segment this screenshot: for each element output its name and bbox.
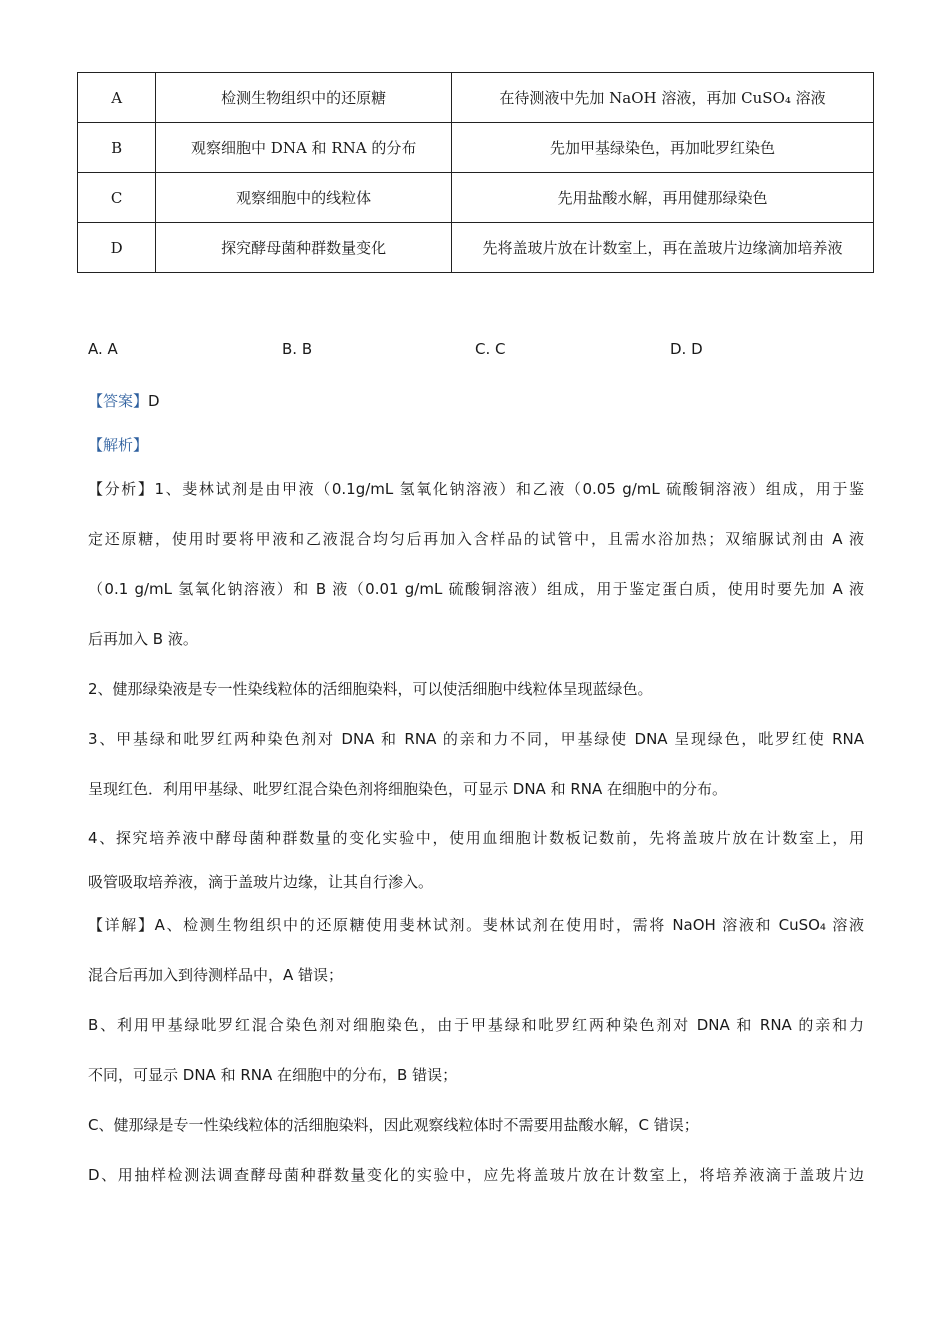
row-experiment: 观察细胞中 DNA 和 RNA 的分布 [156,123,452,173]
answer-line [88,390,160,411]
row-label: A [78,73,156,123]
answer-choices [0,340,950,362]
detail-line: 混合后再加入到待测样品中，A 错误； [88,966,344,984]
table-row [78,223,874,273]
row-label: C [78,173,156,223]
analysis-line: （0.1 g/mL 氢氧化钠溶液）和 B 液（0.01 g/mL 硫酸铜溶液）组成，用于鉴定蛋白质，使用时要先加 A 液 [88,580,864,598]
analysis-line: 4、探究培养液中酵母菌种群数量的变化实验中，使用血细胞计数板记数前，先将盖玻片放在计数室上，用 [88,829,864,847]
row-experiment: 检测生物组织中的还原糖 [156,73,452,123]
choice-d: D. D [670,340,703,358]
analysis-line: 3、甲基绿和吡罗红两种染色剂对 DNA 和 RNA 的亲和力不同，甲基绿使 DNA 呈现绿色，吡罗红使 RNA [88,730,864,748]
row-method: 先加甲基绿染色，再加吡罗红染色 [452,123,874,173]
analysis-tag: 【分析】 [88,480,155,498]
analysis-heading: 【解析】 [88,436,149,454]
row-experiment: 观察细胞中的线粒体 [156,173,452,223]
choice-c: C. C [475,340,506,358]
detail-line: C、健那绿是专一性染线粒体的活细胞染料，因此观察线粒体时不需要用盐酸水解，C 错误； [88,1116,699,1134]
detail-line: D、用抽样检测法调查酵母菌种群数量变化的实验中，应先将盖玻片放在计数室上，将培养液滴于盖玻片边 [88,1166,864,1184]
detail-line: 不同，可显示 DNA 和 RNA 在细胞中的分布，B 错误； [88,1066,458,1084]
detail-line: 【详解】A、检测生物组织中的还原糖使用斐林试剂。斐林试剂在使用时，需将 NaOH 溶液和 CuSO₄ 溶液 [88,916,864,934]
analysis-line: 定还原糖，使用时要将甲液和乙液混合均匀后再加入含样品的试管中，且需水浴加热；双缩脲试剂由 A 液 [88,530,864,548]
row-label: D [78,223,156,273]
detail-line: B、利用甲基绿吡罗红混合染色剂对细胞染色，由于甲基绿和吡罗红两种染色剂对 DNA 和 RNA 的亲和力 [88,1016,864,1034]
analysis-line: 2、健那绿染液是专一性染线粒体的活细胞染料，可以使活细胞中线粒体呈现蓝绿色。 [88,680,653,698]
answer-value: D [148,392,160,410]
table-row [78,173,874,223]
choice-b: B. B [282,340,313,358]
options-table [77,72,874,273]
row-method: 先用盐酸水解，再用健那绿染色 [452,173,874,223]
answer-tag: 【答案】 [88,392,149,410]
table-row [78,123,874,173]
detail-tag: 【详解】 [88,916,155,934]
row-method: 先将盖玻片放在计数室上，再在盖玻片边缘滴加培养液 [452,223,874,273]
choice-a: A. A [88,340,118,358]
row-method: 在待测液中先加 NaOH 溶液，再加 CuSO₄ 溶液 [452,73,874,123]
analysis-line: 后再加入 B 液。 [88,630,198,648]
analysis-line: 【分析】1、斐林试剂是由甲液（0.1g/mL 氢氧化钠溶液）和乙液（0.05 g/mL 硫酸铜溶液）组成，用于鉴 [88,480,864,498]
row-experiment: 探究酵母菌种群数量变化 [156,223,452,273]
table-row [78,73,874,123]
analysis-line: 吸管吸取培养液，滴于盖玻片边缘，让其自行渗入。 [88,873,434,891]
row-label: B [78,123,156,173]
analysis-line: 呈现红色．利用甲基绿、吡罗红混合染色剂将细胞染色，可显示 DNA 和 RNA 在细胞中的分布。 [88,780,728,798]
